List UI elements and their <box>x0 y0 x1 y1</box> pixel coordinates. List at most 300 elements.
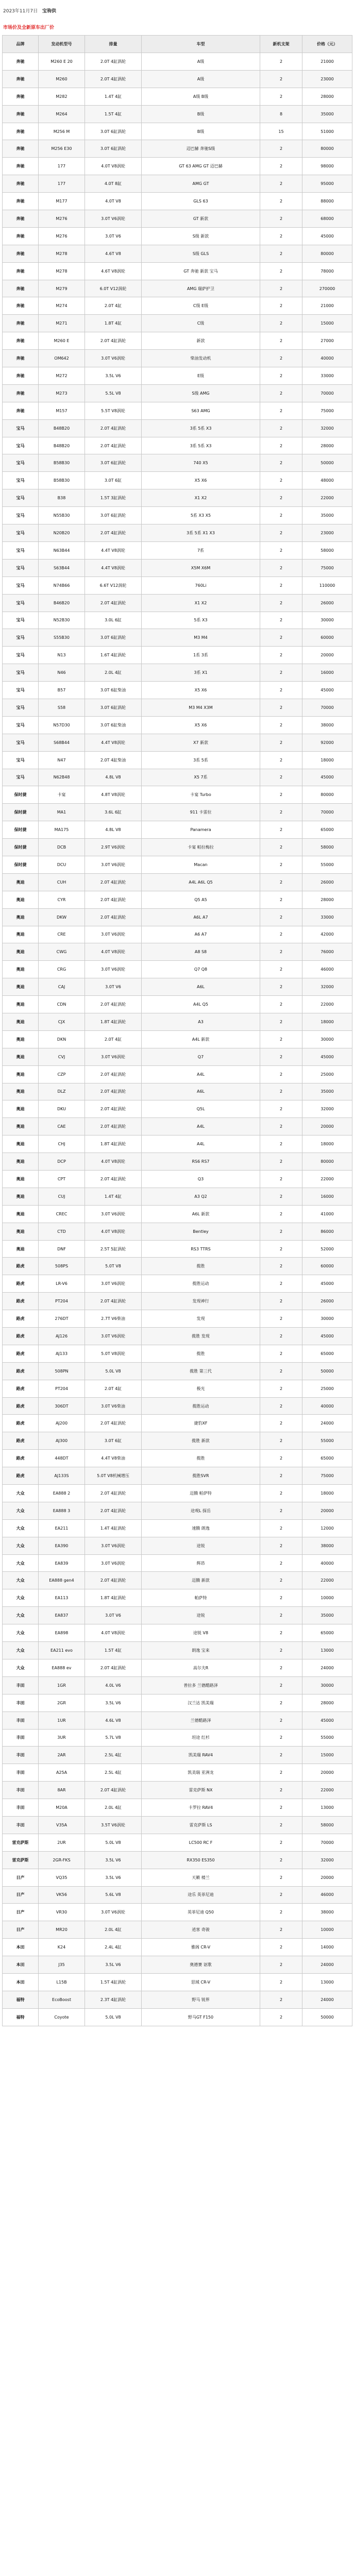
cell-brand: 奥迪 <box>3 1048 39 1065</box>
table-row <box>3 210 352 228</box>
cell-mount: 2 <box>260 1886 302 1904</box>
table-row <box>3 1956 352 1974</box>
table-row <box>3 1048 352 1065</box>
table-row <box>3 1450 352 1467</box>
cell-displacement: 2.0T 4缸涡轮 <box>85 1171 142 1188</box>
cell-engine: VQ35 <box>39 1869 85 1886</box>
cell-model: A级 B级 <box>142 88 260 105</box>
cell-brand: 大众 <box>3 1572 39 1589</box>
cell-engine: 306DT <box>39 1397 85 1415</box>
cell-displacement: 4.0T V8 <box>85 193 142 210</box>
document-date-line <box>3 7 56 14</box>
table-row <box>3 245 352 262</box>
cell-mount: 2 <box>260 699 302 716</box>
cell-model: S级 AMG <box>142 384 260 402</box>
cell-brand: 奔驰 <box>3 210 39 228</box>
cell-engine: 508PN <box>39 1362 85 1380</box>
cell-brand: 路虎 <box>3 1415 39 1432</box>
cell-mount: 2 <box>260 332 302 350</box>
cell-model: X1 X2 <box>142 594 260 612</box>
cell-engine: 177 <box>39 175 85 193</box>
table-row <box>3 541 352 559</box>
cell-displacement: 1.4T 4缸涡轮 <box>85 1519 142 1537</box>
cell-mount: 2 <box>260 1030 302 1048</box>
cell-engine: A25A <box>39 1764 85 1782</box>
cell-brand: 路虎 <box>3 1450 39 1467</box>
table-row <box>3 1362 352 1380</box>
table-row <box>3 1816 352 1834</box>
cell-mount: 2 <box>260 629 302 647</box>
cell-engine: VR30 <box>39 1904 85 1921</box>
cell-displacement: 3.0T 6缸涡轮 <box>85 123 142 140</box>
document-subtitle: 市场价及全新原车出厂价 <box>3 25 55 30</box>
cell-brand: 奥迪 <box>3 1188 39 1205</box>
cell-brand: 雷克萨斯 <box>3 1834 39 1851</box>
cell-price: 28000 <box>302 891 352 908</box>
cell-mount: 2 <box>260 1380 302 1397</box>
cell-brand: 奥迪 <box>3 1136 39 1153</box>
cell-price: 18000 <box>302 751 352 769</box>
cell-price: 38000 <box>302 716 352 734</box>
cell-model: 途锐 <box>142 1537 260 1554</box>
cell-mount: 2 <box>260 1624 302 1642</box>
cell-engine: N13 <box>39 647 85 664</box>
table-row <box>3 1065 352 1083</box>
cell-engine: M256 M <box>39 123 85 140</box>
cell-mount: 2 <box>260 140 302 158</box>
cell-model: 朗逸 宝来 <box>142 1642 260 1659</box>
cell-mount: 2 <box>260 2008 302 2026</box>
cell-price: 40000 <box>302 350 352 367</box>
cell-model: 揽胜 <box>142 1450 260 1467</box>
cell-engine: MR20 <box>39 1921 85 1939</box>
cell-price: 30000 <box>302 1030 352 1048</box>
cell-price: 20000 <box>302 647 352 664</box>
cell-mount: 2 <box>260 1153 302 1171</box>
cell-price: 58000 <box>302 839 352 856</box>
cell-engine: PT204 <box>39 1380 85 1397</box>
cell-mount: 2 <box>260 472 302 489</box>
cell-engine: CUH <box>39 873 85 891</box>
cell-engine: EA211 <box>39 1519 85 1537</box>
cell-mount: 2 <box>260 647 302 664</box>
cell-model: 新款 <box>142 332 260 350</box>
cell-brand: 奔驰 <box>3 245 39 262</box>
cell-price: 32000 <box>302 1100 352 1118</box>
cell-displacement: 3.0L 6缸 <box>85 612 142 629</box>
cell-engine: EA888 ev <box>39 1659 85 1676</box>
cell-price: 46000 <box>302 961 352 978</box>
table-row <box>3 1711 352 1729</box>
cell-model: Q7 <box>142 1048 260 1065</box>
cell-displacement: 2.3T 4缸涡轮 <box>85 1991 142 2008</box>
table-row <box>3 612 352 629</box>
cell-mount: 2 <box>260 350 302 367</box>
cell-displacement: 3.0T 6缸涡轮 <box>85 507 142 524</box>
column-header-model: 车型 <box>142 36 260 53</box>
cell-price: 35000 <box>302 1607 352 1624</box>
table-row <box>3 594 352 612</box>
cell-engine: B58B30 <box>39 454 85 472</box>
cell-displacement: 4.0T V8涡轮 <box>85 1223 142 1240</box>
cell-price: 22000 <box>302 1782 352 1799</box>
cell-engine: 177 <box>39 158 85 175</box>
cell-mount: 2 <box>260 1921 302 1939</box>
table-row <box>3 1537 352 1554</box>
cell-mount: 2 <box>260 1467 302 1485</box>
cell-model: Bentley <box>142 1223 260 1240</box>
cell-brand: 奥迪 <box>3 1171 39 1188</box>
column-header-displacement: 排量 <box>85 36 142 53</box>
cell-mount: 2 <box>260 1240 302 1258</box>
cell-displacement: 4.0T V8涡轮 <box>85 158 142 175</box>
cell-model: 帕萨特 <box>142 1589 260 1607</box>
table-row <box>3 332 352 350</box>
cell-brand: 奔驰 <box>3 227 39 245</box>
cell-displacement: 1.8T 4缸 <box>85 315 142 332</box>
cell-price: 42000 <box>302 926 352 943</box>
column-header-brand: 品牌 <box>3 36 39 53</box>
cell-mount: 2 <box>260 88 302 105</box>
table-row <box>3 88 352 105</box>
table-row <box>3 1676 352 1694</box>
cell-mount: 2 <box>260 297 302 315</box>
cell-displacement: 1.4T 4缸 <box>85 1188 142 1205</box>
cell-mount: 2 <box>260 1188 302 1205</box>
cell-displacement: 4.0L V6 <box>85 1676 142 1694</box>
table-row <box>3 402 352 419</box>
cell-mount: 2 <box>260 1048 302 1065</box>
cell-mount: 2 <box>260 1537 302 1554</box>
cell-brand: 奥迪 <box>3 996 39 1013</box>
cell-engine: EA113 <box>39 1589 85 1607</box>
cell-mount: 2 <box>260 524 302 542</box>
cell-engine: CRG <box>39 961 85 978</box>
cell-price: 75000 <box>302 1467 352 1485</box>
cell-displacement: 2.0T 4缸柴油 <box>85 751 142 769</box>
cell-brand: 奔驰 <box>3 402 39 419</box>
cell-price: 10000 <box>302 1589 352 1607</box>
cell-displacement: 2.0T 4缸涡轮 <box>85 996 142 1013</box>
cell-engine: M274 <box>39 297 85 315</box>
cell-price: 80000 <box>302 786 352 804</box>
cell-model: Q5L <box>142 1100 260 1118</box>
cell-engine: M282 <box>39 88 85 105</box>
cell-price: 40000 <box>302 1554 352 1572</box>
cell-price: 75000 <box>302 402 352 419</box>
cell-displacement: 1.6T 4缸涡轮 <box>85 647 142 664</box>
cell-model: 卡宴 帕拉梅拉 <box>142 839 260 856</box>
cell-displacement: 2.0T 4缸涡轮 <box>85 437 142 454</box>
table-row <box>3 1293 352 1310</box>
cell-price: 70000 <box>302 804 352 821</box>
cell-displacement: 4.4T V8柴油 <box>85 1450 142 1467</box>
cell-brand: 宝马 <box>3 472 39 489</box>
cell-mount: 2 <box>260 1205 302 1223</box>
cell-brand: 丰田 <box>3 1676 39 1694</box>
cell-brand: 保时捷 <box>3 856 39 873</box>
cell-price: 45000 <box>302 769 352 786</box>
cell-displacement: 3.0T V6涡轮 <box>85 210 142 228</box>
cell-brand: 丰田 <box>3 1747 39 1764</box>
cell-brand: 大众 <box>3 1537 39 1554</box>
cell-mount: 2 <box>260 1694 302 1711</box>
table-row <box>3 943 352 961</box>
cell-brand: 保时捷 <box>3 839 39 856</box>
cell-brand: 奥迪 <box>3 1030 39 1048</box>
cell-mount: 2 <box>260 1642 302 1659</box>
cell-price: 23000 <box>302 70 352 88</box>
cell-model: 迈腾 帕萨特 <box>142 1485 260 1502</box>
cell-engine: M276 <box>39 210 85 228</box>
cell-model: 3系 5系 X3 <box>142 419 260 437</box>
cell-mount: 2 <box>260 1973 302 1991</box>
cell-displacement: 5.7L V8 <box>85 1729 142 1747</box>
cell-price: 13000 <box>302 1642 352 1659</box>
cell-displacement: 2.0T 4缸 <box>85 297 142 315</box>
table-body <box>3 53 352 2026</box>
cell-price: 22000 <box>302 1171 352 1188</box>
cell-model: X1 X2 <box>142 489 260 507</box>
table-row <box>3 1764 352 1782</box>
cell-brand: 宝马 <box>3 699 39 716</box>
table-row <box>3 1729 352 1747</box>
cell-price: 30000 <box>302 1676 352 1694</box>
table-row <box>3 699 352 716</box>
cell-engine: AJ300 <box>39 1432 85 1450</box>
cell-mount: 2 <box>260 1100 302 1118</box>
cell-displacement: 2.0T 4缸涡轮 <box>85 524 142 542</box>
cell-displacement: 4.0T V8涡轮 <box>85 1153 142 1171</box>
table-row <box>3 280 352 297</box>
cell-brand: 丰田 <box>3 1799 39 1817</box>
cell-displacement: 3.0T V6涡轮 <box>85 1205 142 1223</box>
cell-brand: 路虎 <box>3 1310 39 1328</box>
cell-engine: EA390 <box>39 1537 85 1554</box>
cell-displacement: 2.7T V6柴油 <box>85 1310 142 1328</box>
cell-displacement: 3.0T V6 <box>85 227 142 245</box>
cell-mount: 2 <box>260 70 302 88</box>
cell-engine: M273 <box>39 384 85 402</box>
cell-mount: 2 <box>260 839 302 856</box>
cell-mount: 2 <box>260 1782 302 1799</box>
cell-brand: 保时捷 <box>3 786 39 804</box>
cell-engine: EA211 evo <box>39 1642 85 1659</box>
table-row <box>3 647 352 664</box>
table-row <box>3 419 352 437</box>
cell-engine: 2UR <box>39 1834 85 1851</box>
cell-model: 普拉多 兰德酷路泽 <box>142 1676 260 1694</box>
cell-mount: 2 <box>260 1904 302 1921</box>
table-row <box>3 1258 352 1275</box>
cell-mount: 2 <box>260 873 302 891</box>
cell-displacement: 2.0T 4缸涡轮 <box>85 594 142 612</box>
cell-displacement: 4.4T V8涡轮 <box>85 559 142 577</box>
cell-displacement: 2.0T 4缸涡轮 <box>85 1100 142 1118</box>
cell-engine: CUJ <box>39 1188 85 1205</box>
cell-model: 揽胜运动 <box>142 1275 260 1293</box>
cell-brand: 丰田 <box>3 1729 39 1747</box>
cell-mount: 2 <box>260 245 302 262</box>
cell-engine: N74B66 <box>39 577 85 594</box>
cell-model: 途乐 英菲尼迪 <box>142 1886 260 1904</box>
cell-brand: 大众 <box>3 1642 39 1659</box>
cell-model: 坦途 红杉 <box>142 1729 260 1747</box>
cell-engine: DLZ <box>39 1083 85 1100</box>
cell-model: 捷豹XF <box>142 1415 260 1432</box>
cell-brand: 日产 <box>3 1869 39 1886</box>
cell-displacement: 3.0T V6涡轮 <box>85 1275 142 1293</box>
table-row <box>3 1607 352 1624</box>
cell-price: 38000 <box>302 1537 352 1554</box>
cell-model: 凯美瑞 RAV4 <box>142 1747 260 1764</box>
table-row <box>3 856 352 873</box>
cell-brand: 路虎 <box>3 1397 39 1415</box>
cell-price: 51000 <box>302 123 352 140</box>
cell-brand: 奔驰 <box>3 123 39 140</box>
cell-model: 凯美瑞 亚洲龙 <box>142 1764 260 1782</box>
cell-brand: 雷克萨斯 <box>3 1851 39 1869</box>
cell-model: GLS 63 <box>142 193 260 210</box>
cell-displacement: 4.8T V8涡轮 <box>85 786 142 804</box>
cell-price: 28000 <box>302 1694 352 1711</box>
cell-mount: 2 <box>260 1502 302 1519</box>
cell-model: X5M X6M <box>142 559 260 577</box>
cell-displacement: 1.8T 4缸涡轮 <box>85 1136 142 1153</box>
cell-price: 18000 <box>302 1136 352 1153</box>
cell-displacement: 2.0L 4缸 <box>85 664 142 682</box>
cell-displacement: 3.0T 6缸涡轮 <box>85 454 142 472</box>
cell-price: 45000 <box>302 1711 352 1729</box>
cell-model: 卡罗拉 RAV4 <box>142 1799 260 1817</box>
cell-engine: CVJ <box>39 1048 85 1065</box>
table-row <box>3 908 352 926</box>
cell-price: 26000 <box>302 1293 352 1310</box>
cell-mount: 2 <box>260 280 302 297</box>
cell-brand: 宝马 <box>3 419 39 437</box>
table-row <box>3 193 352 210</box>
cell-mount: 2 <box>260 1939 302 1956</box>
cell-engine: 1UR <box>39 1711 85 1729</box>
table-row <box>3 70 352 88</box>
cell-mount: 2 <box>260 821 302 839</box>
table-row <box>3 839 352 856</box>
cell-displacement: 4.8L V8 <box>85 821 142 839</box>
cell-engine: B58B30 <box>39 472 85 489</box>
cell-model: A6L 新款 <box>142 1205 260 1223</box>
cell-mount: 2 <box>260 158 302 175</box>
table-row <box>3 1467 352 1485</box>
cell-brand: 丰田 <box>3 1711 39 1729</box>
cell-brand: 奔驰 <box>3 70 39 88</box>
cell-model: A6L A7 <box>142 908 260 926</box>
table-row <box>3 1345 352 1362</box>
table-row <box>3 1118 352 1136</box>
cell-mount: 2 <box>260 1293 302 1310</box>
cell-displacement: 3.0T V6涡轮 <box>85 1537 142 1554</box>
cell-model: 兰德酷路泽 <box>142 1711 260 1729</box>
cell-mount: 2 <box>260 891 302 908</box>
cell-mount: 2 <box>260 1118 302 1136</box>
cell-brand: 奥迪 <box>3 978 39 996</box>
cell-model: 速腾 朗逸 <box>142 1519 260 1537</box>
cell-brand: 路虎 <box>3 1432 39 1450</box>
cell-displacement: 5.0L V8 <box>85 1362 142 1380</box>
cell-model: Macan <box>142 856 260 873</box>
cell-brand: 路虎 <box>3 1467 39 1485</box>
cell-brand: 奥迪 <box>3 1083 39 1100</box>
cell-price: 30000 <box>302 1310 352 1328</box>
cell-model: A8 S8 <box>142 943 260 961</box>
table-row <box>3 682 352 699</box>
cell-displacement: 3.5L V6 <box>85 1851 142 1869</box>
cell-model: 1系 3系 <box>142 647 260 664</box>
cell-displacement: 2.0T 4缸涡轮 <box>85 1415 142 1432</box>
cell-brand: 奥迪 <box>3 1100 39 1118</box>
cell-model: 逍客 奇骏 <box>142 1921 260 1939</box>
cell-displacement: 3.0T 6缸涡轮 <box>85 140 142 158</box>
cell-engine: 1GR <box>39 1676 85 1694</box>
cell-model: 揽胜 <box>142 1345 260 1362</box>
cell-brand: 奥迪 <box>3 1153 39 1171</box>
cell-model: 3系 5系 X3 <box>142 437 260 454</box>
cell-price: 65000 <box>302 1345 352 1362</box>
cell-displacement: 2.4L 4缸 <box>85 1939 142 1956</box>
cell-displacement: 2.5L 4缸 <box>85 1747 142 1764</box>
cell-mount: 2 <box>260 734 302 751</box>
cell-engine: M278 <box>39 262 85 280</box>
cell-model: RS6 RS7 <box>142 1153 260 1171</box>
cell-engine: N46 <box>39 664 85 682</box>
cell-brand: 宝马 <box>3 437 39 454</box>
cell-price: 58000 <box>302 1816 352 1834</box>
cell-model: 途观L 探岳 <box>142 1502 260 1519</box>
table-row <box>3 559 352 577</box>
cell-displacement: 3.0T V6涡轮 <box>85 1048 142 1065</box>
cell-price: 33000 <box>302 367 352 385</box>
cell-engine: S63B44 <box>39 559 85 577</box>
cell-engine: N52B30 <box>39 612 85 629</box>
cell-mount: 2 <box>260 175 302 193</box>
table-row <box>3 1013 352 1030</box>
cell-displacement: 3.0T 6缸 <box>85 1432 142 1450</box>
cell-brand: 奥迪 <box>3 873 39 891</box>
cell-engine: CTD <box>39 1223 85 1240</box>
cell-brand: 丰田 <box>3 1816 39 1834</box>
table-row <box>3 297 352 315</box>
cell-price: 26000 <box>302 873 352 891</box>
cell-brand: 路虎 <box>3 1380 39 1397</box>
cell-displacement: 3.0T 6缸柴油 <box>85 682 142 699</box>
cell-model: Q5 A5 <box>142 891 260 908</box>
cell-model: 汉兰达 凯美瑞 <box>142 1694 260 1711</box>
cell-displacement: 5.0T V8涡轮 <box>85 1345 142 1362</box>
cell-displacement: 1.5T 3缸涡轮 <box>85 489 142 507</box>
cell-mount: 2 <box>260 1013 302 1030</box>
cell-mount: 2 <box>260 454 302 472</box>
cell-displacement: 3.0T V6涡轮 <box>85 1904 142 1921</box>
cell-mount: 2 <box>260 384 302 402</box>
cell-model: B级 <box>142 105 260 123</box>
cell-brand: 奥迪 <box>3 1065 39 1083</box>
cell-model: 野马GT F150 <box>142 2008 260 2026</box>
cell-engine: DKW <box>39 908 85 926</box>
cell-mount: 2 <box>260 1223 302 1240</box>
cell-engine: PT204 <box>39 1293 85 1310</box>
cell-model: 途锐 V8 <box>142 1624 260 1642</box>
cell-brand: 奔驰 <box>3 280 39 297</box>
cell-brand: 路虎 <box>3 1275 39 1293</box>
